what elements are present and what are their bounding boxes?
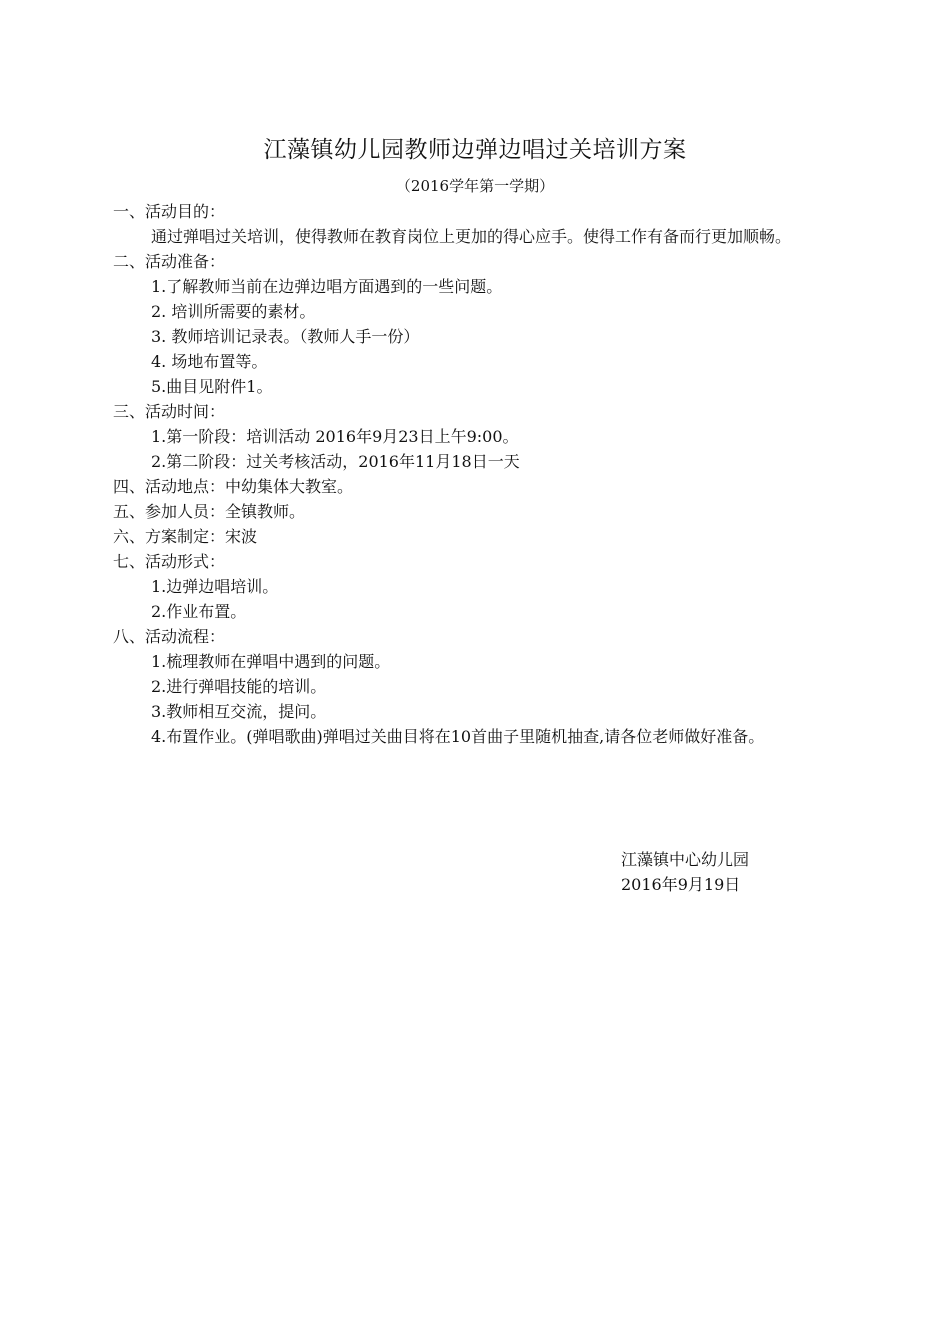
time-item: 2.第二阶段：过关考核活动，2016年11月18日一天: [151, 452, 520, 471]
preparation-item: 3. 教师培训记录表。（教师人手一份）: [151, 327, 420, 346]
form-item: 2.作业布置。: [151, 602, 247, 621]
document-title: 江藻镇幼儿园教师边弹边唱过关培训方案: [263, 137, 687, 163]
preparation-item: 2. 培训所需要的素材。: [151, 302, 316, 321]
process-item: 1.梳理教师在弹唱中遇到的问题。: [151, 652, 391, 671]
section-participants: 五、参加人员：全镇教师。: [113, 502, 306, 521]
preparation-item: 1.了解教师当前在边弹边唱方面遇到的一些问题。: [151, 277, 503, 296]
preparation-item: 5.曲目见附件1。: [151, 377, 273, 396]
preparation-item: 4. 场地布置等。: [151, 352, 268, 371]
section-heading-purpose: 一、活动目的：: [113, 202, 226, 221]
signature-block: [621, 847, 749, 897]
section-location: 四、活动地点：中幼集体大教室。: [113, 477, 354, 496]
section-heading-time: 三、活动时间：: [113, 402, 226, 421]
form-item: 1.边弹边唱培训。: [151, 577, 279, 596]
document-body: [113, 199, 841, 749]
signature-date: 2016年9月19日: [621, 875, 741, 894]
process-item: 2.进行弹唱技能的培训。: [151, 677, 327, 696]
section-heading-preparation: 二、活动准备：: [113, 252, 226, 271]
signature-org: 江藻镇中心幼儿园: [621, 850, 750, 869]
section-heading-form: 七、活动形式：: [113, 552, 226, 571]
section-planner: 六、方案制定：宋波: [113, 527, 258, 546]
section-heading-process: 八、活动流程：: [113, 627, 226, 646]
process-item-last: 4.布置作业。(弹唱歌曲)弹唱过关曲目将在10首曲子里随机抽查,请各位老师做好准备。: [151, 727, 765, 746]
document-subtitle: （2016学年第一学期）: [395, 177, 555, 195]
process-item: 3.教师相互交流，提问。: [151, 702, 327, 721]
time-item: 1.第一阶段：培训活动 2016年9月23日上午9:00。: [151, 427, 519, 446]
purpose-paragraph: 通过弹唱过关培训，使得教师在教育岗位上更加的得心应手。使得工作有备而行更加顺畅。: [151, 227, 792, 246]
